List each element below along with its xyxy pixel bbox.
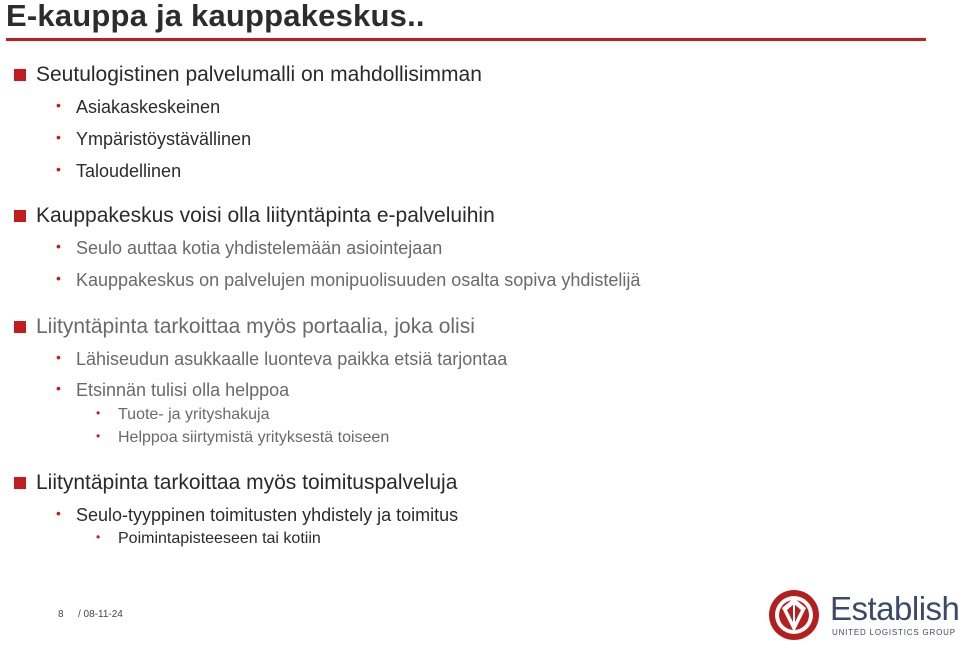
bullet-dot-icon: • [56, 270, 61, 286]
bullet-dot-icon: • [56, 505, 61, 521]
bullet-dot-icon: • [56, 129, 61, 145]
square-bullet-icon [14, 210, 26, 222]
bullet-dot-icon: • [96, 406, 101, 420]
bullet-dot-icon: • [96, 429, 101, 443]
bullet-dot-icon: • [56, 97, 61, 113]
square-bullet-icon [14, 477, 26, 489]
page-number: 8 [58, 609, 64, 620]
logo-tagline: UNITED LOGISTICS GROUP [832, 628, 956, 637]
square-bullet-icon [14, 69, 26, 81]
bullet-dot-icon: • [56, 380, 61, 396]
establish-logo [768, 586, 958, 644]
slide-title: E-kauppa ja kauppakeskus.. [6, 0, 425, 33]
bullet-dot-icon: • [56, 238, 61, 254]
logo-wordmark: Establish [830, 590, 960, 627]
title-underline [6, 38, 926, 41]
square-bullet-icon [14, 321, 26, 333]
bullet-dot-icon: • [56, 349, 61, 365]
bullet-dot-icon: • [96, 530, 101, 544]
bullet-dot-icon: • [56, 161, 61, 177]
slide-date: / 08-11-24 [78, 609, 123, 620]
